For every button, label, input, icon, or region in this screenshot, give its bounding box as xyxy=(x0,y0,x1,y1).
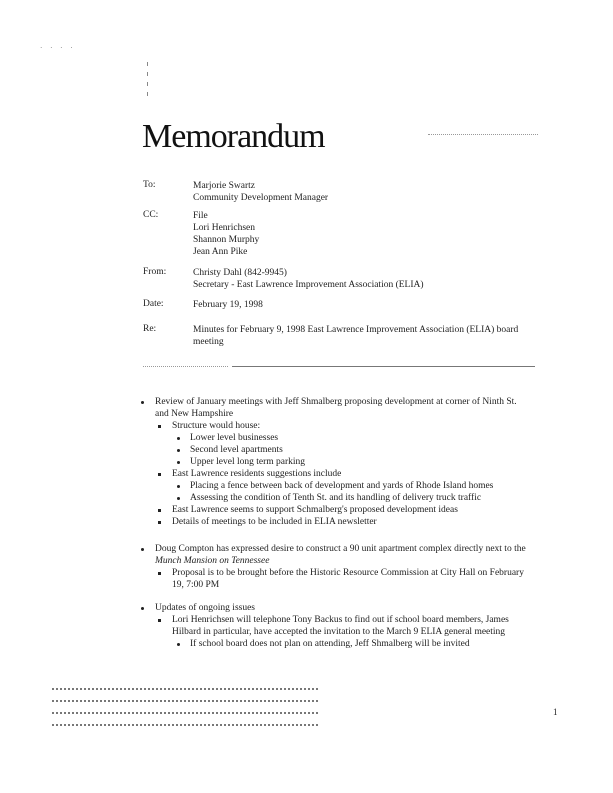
item1-sub1-child: Upper level long term parking xyxy=(190,457,306,467)
item3-text: Updates of ongoing issues xyxy=(155,603,256,613)
item3-subsub: If school board does not plan on attending, Jeff Shmalberg will be invited xyxy=(190,639,470,649)
item3-sub xyxy=(172,614,509,638)
item1-line: and New Hampshire xyxy=(155,409,234,419)
item1-sub1: Structure would house: xyxy=(172,421,261,431)
item1-sub2-child: Placing a fence between back of development and yards of Rhode Island homes xyxy=(190,481,494,491)
cc-line: Jean Ann Pike xyxy=(193,247,248,257)
item1-sub2-child: Assessing the condition of Tenth St. and its handling of delivery truck traffic xyxy=(190,493,482,503)
from-value xyxy=(193,267,424,291)
memo-title: Memorandum xyxy=(142,118,325,155)
sub-bullet-icon xyxy=(158,473,161,476)
item1-sub4: Details of meetings to be included in ELIA newsletter xyxy=(172,517,377,527)
bullet-icon xyxy=(141,401,144,404)
item1-sub1-child: Lower level businesses xyxy=(190,433,279,443)
sub-bullet-icon xyxy=(158,425,161,428)
cc-line: File xyxy=(193,211,208,221)
item1-line: Review of January meetings with Jeff Shmalberg proposing development at corner of Ninth St. xyxy=(155,397,517,407)
page-number: 1 xyxy=(553,707,558,717)
title-dotted-rule xyxy=(428,134,538,135)
cc-line: Shannon Murphy xyxy=(193,235,260,245)
bullet-icon xyxy=(141,548,144,551)
from-label: From: xyxy=(143,267,167,277)
subsub-bullet-icon xyxy=(177,497,180,500)
sub-bullet-icon xyxy=(158,521,161,524)
to-value xyxy=(193,180,328,204)
binder-marks xyxy=(147,62,149,102)
item2-line: Doug Compton has expressed desire to construct a 90 unit apartment complex directly next to the xyxy=(155,544,526,554)
subsub-bullet-icon xyxy=(177,461,180,464)
item2-sub xyxy=(172,567,524,591)
subsub-bullet-icon xyxy=(177,485,180,488)
item1-sub1-child: Second level apartments xyxy=(190,445,283,455)
item2-sub-line: 19, 7:00 PM xyxy=(172,580,220,590)
item1-sub3: East Lawrence seems to support Schmalberg's proposed development ideas xyxy=(172,505,458,515)
date-value: February 19, 1998 xyxy=(193,300,263,310)
from-line: Christy Dahl (842-9945) xyxy=(193,268,287,278)
item2-line: Munch Mansion on Tennessee xyxy=(155,556,270,566)
subsub-bullet-icon xyxy=(177,449,180,452)
date-label: Date: xyxy=(143,299,164,309)
sub-bullet-icon xyxy=(158,619,161,622)
item3-sub-line: Hilbard in particular, have accepted the invitation to the March 9 ELIA general meeting xyxy=(172,627,506,637)
to-line: Marjorie Swartz xyxy=(193,181,255,191)
to-label: To: xyxy=(143,180,156,190)
subsub-bullet-icon xyxy=(177,643,180,646)
re-line: Minutes for February 9, 1998 East Lawrence Improvement Association (ELIA) board xyxy=(193,325,519,335)
item1-text xyxy=(155,396,517,420)
item2-sub-line: Proposal is to be brought before the Historic Resource Commission at City Hall on February xyxy=(172,568,524,578)
item3-sub-line: Lori Henrichsen will telephone Tony Backus to find out if school board members, James xyxy=(172,615,509,625)
sub-bullet-icon xyxy=(158,572,161,575)
to-line: Community Development Manager xyxy=(193,193,329,203)
re-value xyxy=(193,324,518,348)
footer-scan-noise xyxy=(52,688,318,736)
item1-sub2: East Lawrence residents suggestions include xyxy=(172,469,342,479)
re-label: Re: xyxy=(143,324,157,334)
item2-text xyxy=(155,543,526,567)
sub-bullet-icon xyxy=(158,509,161,512)
scan-corner-marks: · · · · xyxy=(40,44,76,52)
cc-line: Lori Henrichsen xyxy=(193,223,255,233)
re-line: meeting xyxy=(193,337,224,347)
separator-rule xyxy=(232,366,535,367)
cc-label: CC: xyxy=(143,210,159,220)
subsub-bullet-icon xyxy=(177,437,180,440)
cc-value xyxy=(193,210,259,258)
separator-dotted xyxy=(143,366,228,367)
bullet-icon xyxy=(141,607,144,610)
from-line: Secretary - East Lawrence Improvement Association (ELIA) xyxy=(193,280,424,290)
